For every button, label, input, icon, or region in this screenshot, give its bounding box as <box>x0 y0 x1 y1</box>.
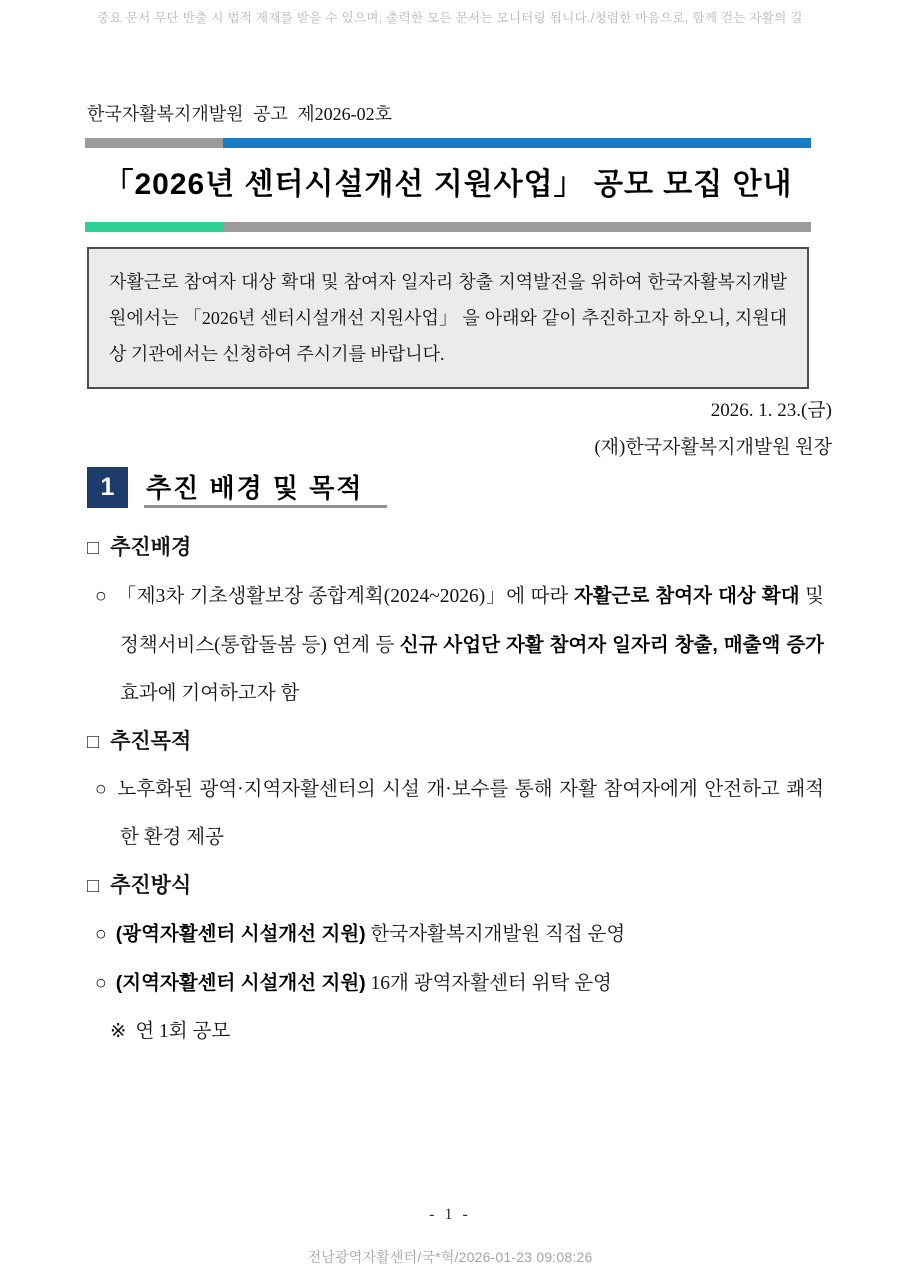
page-number: - 1 - <box>429 1206 471 1223</box>
intro-summary-box: 자활근로 참여자 대상 확대 및 참여자 일자리 창출 지역발전을 위하여 한국자활복지개발원에서는 「2026년 센터시설개선 지원사업」 을 아래와 같이 추진하고자 하오니, 지원대상 기관에서는 신청하여 주시기를 바랍니다. <box>87 247 809 389</box>
security-watermark-text: 중요 문서 무단 반출 시 법적 제재를 받을 수 있으며, 출력한 모든 문서는 모니터링 됩니다./청렴한 마음으로, 함께 걷는 자활의 길 <box>97 11 803 25</box>
note-line <box>110 1008 824 1056</box>
reference-mark: ※ <box>110 1021 127 1042</box>
bullet-text-segment: 16개 광역자활센터 위탁 운영 <box>365 973 612 994</box>
title-top-bar <box>85 138 811 148</box>
section-title: 추진 배경 및 목적 <box>144 467 387 508</box>
subsection-heading-method <box>87 862 824 910</box>
bullet-text-segment: 「제3차 기초생활보장 종합계획(2024~2026)」에 따라 <box>116 586 574 607</box>
bullet-text-segment: 및 정책서비스(통합돌봄 등) 연계 등 <box>120 586 825 656</box>
bullet-text-segment: 노후화된 광역·지역자활센터의 시설 개·보수를 통해 자활 참여자에게 안전하고 쾌적한 환경 제공 <box>117 779 824 848</box>
square-marker: □ <box>87 731 100 753</box>
subsection-heading-background <box>87 524 824 572</box>
title-top-bar-blue-segment <box>223 138 811 148</box>
bullet-item-regional <box>95 910 824 959</box>
bullet-text-segment: 한국자활복지개발원 직접 운영 <box>365 924 626 945</box>
bullet-text-segment-bold: 자활근로 참여자 대상 확대 <box>573 585 800 607</box>
section-1-body <box>87 524 824 1056</box>
title-block <box>85 138 811 232</box>
document-title: 「2026년 센터시설개선 지원사업」 공모 모집 안내 <box>103 168 793 201</box>
bullet-text-segment-bold: 신규 사업단 자활 참여자 일자리 창출, 매출액 증가 <box>399 634 824 656</box>
bullet-text-segment-bold: (지역자활센터 시설개선 지원) <box>115 972 366 994</box>
circle-marker: ○ <box>95 924 107 945</box>
subsection-heading-label: 추진목적 <box>110 730 192 753</box>
title-bottom-bar-gray-segment <box>223 222 811 232</box>
bullet-text-segment: 효과에 기여하고자 함 <box>120 683 300 704</box>
bullet-item-background <box>95 572 824 718</box>
section-number-badge: 1 <box>87 467 128 508</box>
bullet-text-segment-bold: (광역자활센터 시설개선 지원) <box>115 923 366 945</box>
subsection-heading-label: 추진방식 <box>110 874 192 897</box>
subsection-heading-label: 추진배경 <box>110 536 192 559</box>
circle-marker: ○ <box>95 586 108 607</box>
bullet-item-purpose <box>95 766 824 862</box>
circle-marker: ○ <box>95 973 107 994</box>
signer-title: (재)한국자활복지개발원 원장 <box>594 437 832 458</box>
title-bottom-bar-green-segment <box>85 222 223 232</box>
note-text: 연 1회 공모 <box>135 1021 231 1042</box>
title-bottom-bar <box>85 222 811 232</box>
title-top-bar-gray-segment <box>85 138 223 148</box>
square-marker: □ <box>87 537 100 559</box>
announcement-date: 2026. 1. 23.(금) <box>710 400 832 421</box>
bullet-item-local <box>95 959 824 1008</box>
circle-marker: ○ <box>95 779 109 800</box>
subsection-heading-purpose <box>87 718 824 766</box>
section-1-heading <box>87 467 387 508</box>
signature-block <box>594 392 832 466</box>
notice-number: 한국자활복지개발원 공고 제2026-02호 <box>87 104 393 124</box>
print-stamp: 전남광역자활센터/국*혁/2026-01-23 09:08:26 <box>307 1249 593 1265</box>
square-marker: □ <box>87 875 100 897</box>
